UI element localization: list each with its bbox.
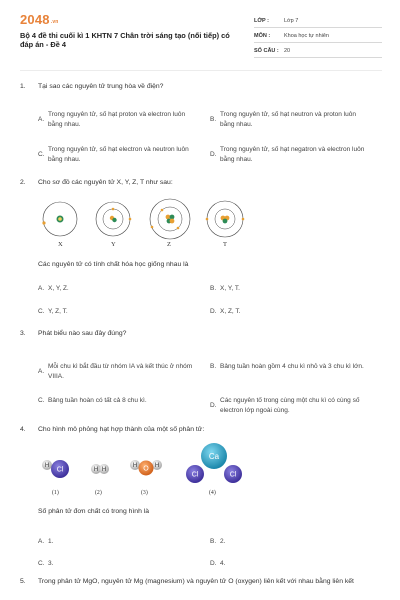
- option-c[interactable]: C. Bảng tuần hoàn có tất cả 8 chu kì.: [38, 397, 147, 404]
- question-text: Trong phân tử MgO, nguyên tử Mg (magnesium) và nguyên tử O (oxygen) liên kết với nhau bằng liên kết: [38, 578, 354, 585]
- option-b[interactable]: B. Bảng tuần hoàn gồm 4 chu kì nhỏ và 3 chu kì lớn.: [210, 363, 364, 370]
- atom-diagram: [36, 197, 266, 253]
- option-b[interactable]: B. X, Y, T.: [210, 285, 240, 292]
- question-text: Tại sao các nguyên tử trung hòa về điện?: [38, 83, 164, 90]
- option-b[interactable]: B. 2.: [210, 538, 226, 545]
- info-row-subject: MÔN : Khoa học tự nhiên: [254, 28, 382, 43]
- atom-diagram-svg: [36, 197, 266, 253]
- atom-label-t: T: [223, 241, 227, 248]
- svg-text:H: H: [154, 463, 160, 469]
- molecule-2: [91, 464, 109, 474]
- question-subtext: Số phân tử đơn chất có trong hình là: [38, 508, 150, 515]
- svg-text:Ca: Ca: [208, 452, 220, 461]
- question-number: 2.: [20, 179, 26, 186]
- site-logo[interactable]: 2048.vn: [20, 12, 59, 27]
- document-title: Bộ 4 đề thi cuối kì 1 KHTN 7 Chân trời sáng tạo (nối tiếp) có đáp án - Đề 4: [20, 31, 230, 49]
- atom-x: [42, 202, 77, 236]
- option-d[interactable]: D. Các nguyên tố trong cùng một chu kì có cùng số electron lớp ngoài cùng.: [210, 397, 360, 414]
- question-5: [20, 577, 382, 586]
- option-a[interactable]: A. 1.: [38, 538, 54, 545]
- atom-label-x: X: [58, 241, 63, 248]
- atom-label-z: Z: [167, 241, 171, 248]
- question-4: [20, 425, 382, 434]
- svg-text:H: H: [132, 463, 138, 469]
- svg-text:O: O: [143, 465, 149, 473]
- svg-text:Cl: Cl: [191, 471, 199, 479]
- question-number: 5.: [20, 578, 26, 585]
- molecule-3: [130, 460, 162, 476]
- molecule-diagram: [36, 442, 266, 502]
- option-a[interactable]: A. Mỗi chu kì bắt đầu từ nhóm IA và kết thúc ở nhóm VIIIA.: [38, 363, 193, 380]
- document-header: [0, 0, 400, 62]
- molecule-diagram-svg: [36, 442, 266, 490]
- molecule-label-1: (1): [52, 490, 59, 496]
- svg-text:Cl: Cl: [229, 471, 237, 479]
- info-row-question-count: SỐ CÂU : 20: [254, 43, 382, 58]
- option-d[interactable]: D. X, Z, T.: [210, 308, 241, 315]
- svg-text:H: H: [101, 467, 107, 473]
- atom-label-y: Y: [111, 241, 116, 248]
- atom-y: [96, 202, 131, 236]
- svg-text:Cl: Cl: [56, 466, 64, 474]
- molecule-4: [186, 443, 242, 483]
- molecule-label-3: (3): [141, 490, 148, 496]
- option-c[interactable]: C. Y, Z, T.: [38, 308, 68, 315]
- question-3: [20, 329, 382, 414]
- question-subtext: Các nguyên tử có tính chất hóa học giống nhau là: [38, 261, 189, 268]
- question-text: Cho hình mô phỏng hạt hợp thành của một số phân tử:: [38, 426, 205, 433]
- question-number: 4.: [20, 426, 26, 433]
- question-number: 3.: [20, 330, 26, 337]
- option-b[interactable]: B. Trong nguyên tử, số hạt neutron và proton luôn bằng nhau.: [210, 111, 357, 128]
- question-number: 1.: [20, 83, 26, 90]
- svg-text:H: H: [93, 467, 99, 473]
- question-text: Phát biểu nào sau đây đúng?: [38, 330, 127, 337]
- question-text: Cho sơ đồ các nguyên tử X, Y, Z, T như sau:: [38, 179, 173, 186]
- option-c[interactable]: C. 3.: [38, 560, 54, 567]
- option-d[interactable]: D. Trong nguyên tử, số hạt negatron và electron luôn bằng nhau.: [210, 146, 365, 163]
- option-d[interactable]: D. 4.: [210, 560, 226, 567]
- option-a[interactable]: A. Trong nguyên tử, số hạt proton và electron luôn bằng nhau.: [38, 111, 186, 128]
- info-row-class: LỚP : Lớp 7: [254, 13, 382, 28]
- molecule-1: [42, 460, 69, 478]
- exam-info-panel: [254, 13, 382, 58]
- svg-text:H: H: [44, 463, 50, 469]
- question-1: [20, 82, 382, 163]
- question-2-body: [20, 260, 382, 315]
- molecule-label-2: (2): [95, 490, 102, 496]
- question-4-body: [20, 507, 382, 567]
- molecule-label-4: (4): [209, 490, 216, 496]
- option-a[interactable]: A. X, Y, Z.: [38, 285, 69, 292]
- option-c[interactable]: C. Trong nguyên tử, số hạt electron và neutron luôn bằng nhau.: [38, 146, 189, 163]
- atom-z: [150, 199, 190, 239]
- header-divider: [20, 70, 382, 71]
- question-2: [20, 178, 382, 187]
- atom-t: [206, 201, 245, 237]
